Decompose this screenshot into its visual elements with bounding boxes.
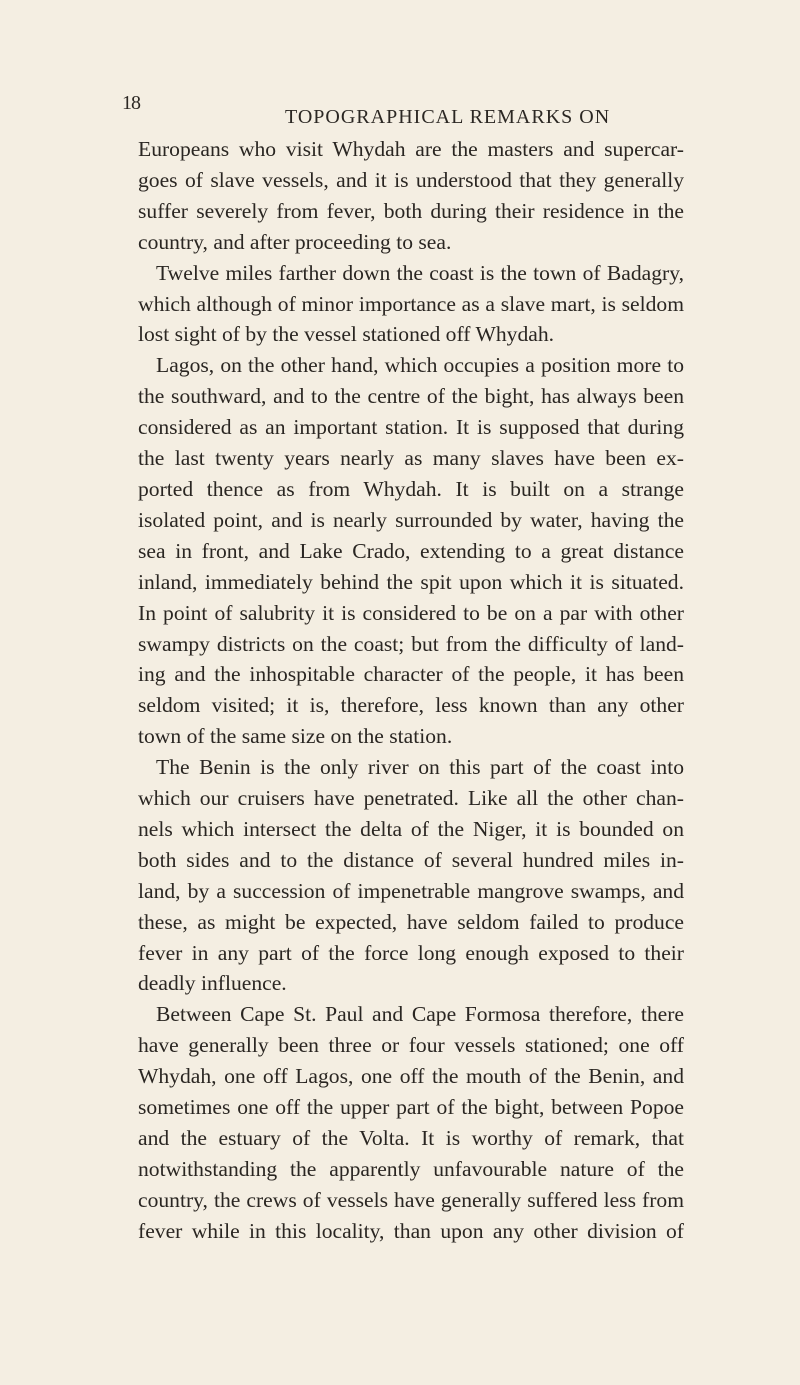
text-line: The Benin is the only river on this part of the coast into xyxy=(156,755,684,780)
text-line: Between Cape St. Paul and Cape Formosa therefore, there xyxy=(156,1002,684,1027)
text-line: swampy districts on the coast; but from the difficulty of land- xyxy=(138,631,684,656)
text-line: fever in any part of the force long enough exposed to their xyxy=(138,940,684,965)
paragraph-3 xyxy=(138,350,684,752)
page-number: 18 xyxy=(122,92,140,114)
text-line: Europeans who visit Whydah are the masters and supercar- xyxy=(138,137,684,161)
text-line: land, by a succession of impenetrable mangrove swamps, and xyxy=(138,878,684,903)
running-title: TOPOGRAPHICAL REMARKS ON xyxy=(285,106,611,128)
text-line: both sides and to the distance of several hundred miles in- xyxy=(138,847,684,872)
paragraph-2 xyxy=(138,258,684,351)
text-line: Whydah, one off Lagos, one off the mouth of the Benin, and xyxy=(138,1064,684,1089)
paragraph-4 xyxy=(138,752,684,999)
text-line: sea in front, and Lake Crado, extending to a great distance xyxy=(138,538,684,563)
text-line: which although of minor importance as a slave mart, is seldom xyxy=(138,291,684,316)
text-line: sometimes one off the upper part of the bight, between Popoe xyxy=(138,1095,684,1120)
text-line: and the estuary of the Volta. It is worthy of remark, that xyxy=(138,1126,684,1150)
text-line: country, the crews of vessels have generally suffered less from xyxy=(138,1187,684,1212)
text-line: In point of salubrity it is considered to be on a par with other xyxy=(138,600,684,625)
text-line: these, as might be expected, have seldom failed to produce xyxy=(138,909,684,934)
text-line: lost sight of by the vessel stationed off Whydah. xyxy=(138,322,555,347)
paragraph-1 xyxy=(138,134,684,258)
text-line: considered as an important station. It is supposed that during xyxy=(138,415,684,440)
text-line: the last twenty years nearly as many slaves have been ex- xyxy=(138,446,684,471)
text-line: deadly influence. xyxy=(138,971,287,996)
text-line: suffer severely from fever, both during their residence in the xyxy=(138,198,684,223)
text-line: Twelve miles farther down the coast is the town of Badagry, xyxy=(156,260,684,285)
text-line: have generally been three or four vessels stationed; one off xyxy=(138,1033,684,1058)
text-line: ported thence as from Whydah. It is built on a strange xyxy=(138,476,684,501)
text-line: the southward, and to the centre of the bight, has always been xyxy=(138,384,684,409)
paragraph-5 xyxy=(138,999,684,1246)
text-line: ing and the inhospitable character of the people, it has been xyxy=(138,662,684,687)
text-line: country, and after proceeding to sea. xyxy=(138,229,452,254)
text-line: fever while in this locality, than upon any other division of xyxy=(138,1218,684,1243)
body-text xyxy=(138,134,684,1247)
text-line: goes of slave vessels, and it is understood that they generally xyxy=(138,167,684,192)
text-line: which our cruisers have penetrated. Like all the other chan- xyxy=(138,786,684,811)
text-line: nels which intersect the delta of the Niger, it is bounded on xyxy=(138,816,684,841)
text-line: inland, immediately behind the spit upon which it is situated. xyxy=(138,569,684,594)
text-line: notwithstanding the apparently unfavourable nature of the xyxy=(138,1156,684,1181)
text-line: isolated point, and is nearly surrounded by water, having the xyxy=(138,507,684,532)
text-line: town of the same size on the station. xyxy=(138,724,453,749)
text-line: Lagos, on the other hand, which occupies a position more to xyxy=(156,353,684,378)
text-line: seldom visited; it is, therefore, less known than any other xyxy=(138,693,684,718)
